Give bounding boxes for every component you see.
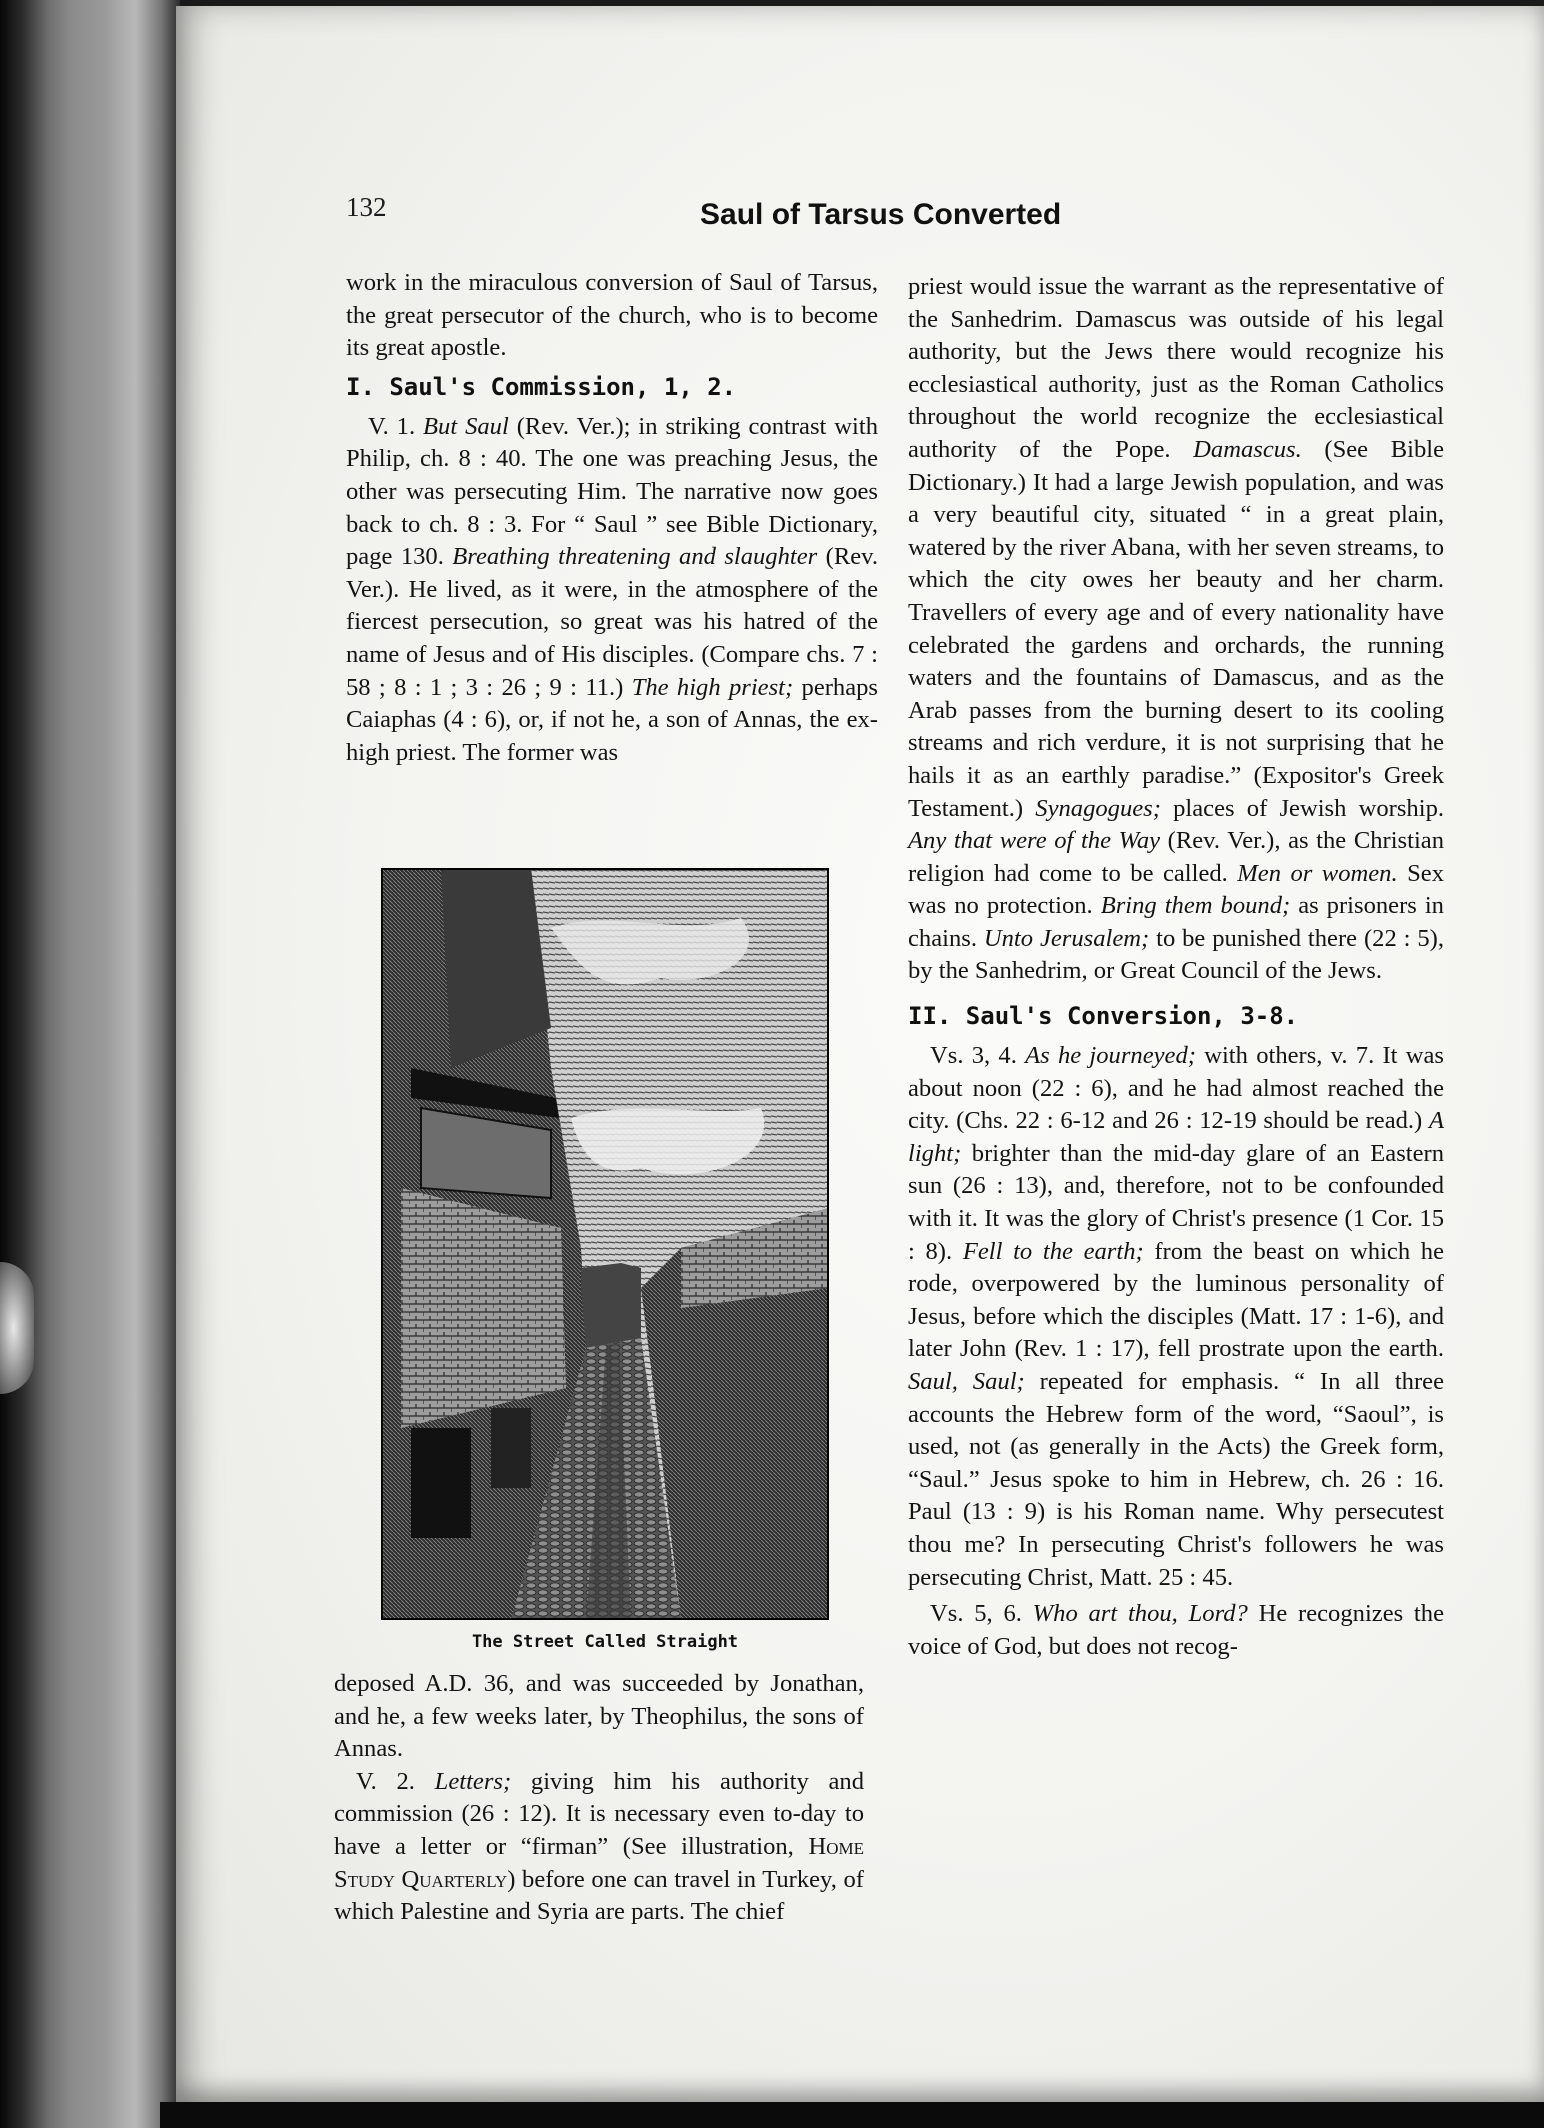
text-run: V. 1. bbox=[368, 412, 424, 440]
text-run: with others, v. 7. It was about noon (22 : 6), and he had almost reached the city. (Chs. 22 : 6-12 and 26 : 12-19 should be read.) bbox=[908, 1042, 1444, 1135]
left-para-4 bbox=[334, 1766, 864, 1929]
left-para-2 bbox=[346, 411, 878, 770]
text-run: Sex was no protection. bbox=[908, 859, 1445, 920]
italic-phrase: Any that were of the Way bbox=[908, 827, 1161, 855]
italic-phrase: Saul, Saul; bbox=[908, 1368, 1025, 1395]
left-column-top bbox=[346, 267, 878, 769]
figure-caption: The Street Called Straight bbox=[471, 1632, 739, 1652]
book-binding bbox=[0, 0, 180, 2128]
italic-phrase: Bring them bound; bbox=[1100, 892, 1291, 920]
italic-phrase: The high priest; bbox=[631, 673, 794, 701]
text-run: Vs. 3, 4. bbox=[930, 1042, 1026, 1070]
binding-ribbon bbox=[0, 1262, 34, 1394]
text-run: V. 2. bbox=[356, 1767, 435, 1795]
left-para-3: deposed A.D. 36, and was succeeded by Jonathan, and he, a few weeks later, by Theophilus, the sons of Annas. bbox=[334, 1670, 864, 1763]
italic-phrase: Unto Jerusalem; bbox=[983, 924, 1150, 952]
italic-phrase: Men or women. bbox=[1237, 859, 1398, 887]
small-caps-phrase: Home Study Quarterly bbox=[334, 1832, 864, 1893]
text-run: giving him his authority and commission (26 : 12). It is necessary even to-day to have a letter or “firman” (See illustration, bbox=[334, 1767, 865, 1860]
page-number: 132 bbox=[346, 192, 387, 222]
running-head: Saul of Tarsus Converted bbox=[700, 198, 1062, 231]
italic-phrase: Who art thou, Lord? bbox=[1032, 1600, 1248, 1628]
text-run: (See Bible Dictionary.) It had a large Jewish population, and was a very beautiful city, situated “ in a great plain, watered by the river Abana, with her seven streams, to which the city owes her beauty and her charm. Travellers of every age and of every nationality have celebrated the gardens and orchards, the running waters and the fountains of Damascus, and as the Arab passes from the burning desert to its cooling streams and rich verdure, it is not surprising that he hails it as an earthly paradise.” (Expositor's Greek Testament.) bbox=[908, 435, 1444, 822]
text-run: to be punished there (22 : 5), by the Sanhedrim, or Great Council of the Jews. bbox=[908, 924, 1444, 985]
text-run: priest would issue the warrant as the representative of the Sanhedrim. Damascus was outside of his legal authority, but the Jews there would recognize his ecclesiastical authority, just as the Roman Catholics throughout the world recognize the ecclesiastical authority of the Pope. bbox=[908, 273, 1444, 463]
italic-phrase: Breathing threatening and slaughter bbox=[452, 543, 818, 571]
text-run: Vs. 5, 6. bbox=[930, 1600, 1033, 1628]
text-run: repeated for emphasis. “ In all three accounts the Hebrew form of the word, “Saoul”, is used, not (as generally in the Acts) the Greek form, “Saul.” Jesus spoke to him in Hebrew, ch. 26 : 16. Paul (13 : 9) is his Roman name. Why persecutest thou me? In persecuting Christ's followers he was persecuting Christ, Matt. 25 : 45. bbox=[908, 1368, 1444, 1591]
text-run: brighter than the mid-day glare of an Eastern sun (26 : 13), and, therefore, not to be confounded with it. It was the glory of Christ's presence (1 Cor. 15 : 8). bbox=[908, 1139, 1444, 1265]
text-run: as prisoners in chains. bbox=[908, 892, 1444, 952]
text-run: (Rev. Ver.). He lived, as it were, in the atmosphere of the fiercest persecution, so great was his hatred of the name of Jesus and of His disciples. (Compare chs. 7 : 58 ; 8 : 1 ; 3 : 26 ; 9 : 11.) bbox=[346, 543, 878, 701]
italic-phrase: Synagogues; bbox=[1035, 794, 1161, 822]
text-run: from the beast on which he rode, overpowered by the luminous personality of Jesus, before which the disciples (Matt. 17 : 1-6), and later John (Rev. 1 : 17), fell prostrate upon the earth. bbox=[908, 1237, 1444, 1363]
right-column bbox=[908, 271, 1444, 1663]
text-run: places of Jewish worship. bbox=[1160, 794, 1445, 822]
text-run: (Rev. Ver.), as the Christian religion had come to be called. bbox=[908, 827, 1444, 887]
right-para-1 bbox=[908, 271, 1444, 988]
italic-phrase: As he journeyed; bbox=[1025, 1042, 1196, 1070]
section-heading-2: II. Saul's Conversion, 3-8. bbox=[908, 1002, 1299, 1031]
section-heading-1: I. Saul's Commission, 1, 2. bbox=[346, 372, 737, 401]
left-column-bottom bbox=[334, 1668, 864, 1929]
street-illustration bbox=[381, 868, 829, 1620]
italic-phrase: Fell to the earth; bbox=[962, 1237, 1144, 1265]
text-run: (Rev. Ver.); in striking contrast with Philip, ch. 8 : 40. The one was preaching Jesus, the other was persecuting Him. The narrative now goes back to ch. 8 : 3. For “ Saul ” see Bible Dictionary, page 130. bbox=[346, 412, 878, 571]
street-engraving bbox=[381, 868, 829, 1620]
text-run: ) before one can travel in Turkey, of which Palestine and Syria are parts. The chief bbox=[334, 1865, 864, 1926]
left-para-1: work in the miraculous conversion of Saul of Tarsus, the great persecutor of the church, who is to become its great apostle. bbox=[346, 269, 878, 362]
italic-phrase: But Saul bbox=[423, 412, 509, 440]
right-para-3 bbox=[908, 1598, 1444, 1663]
italic-phrase: Letters; bbox=[434, 1767, 512, 1795]
text-run: He recognizes the voice of God, but does not recog- bbox=[908, 1600, 1444, 1660]
right-para-2 bbox=[908, 1040, 1444, 1594]
italic-phrase: Damascus. bbox=[1193, 435, 1302, 463]
scan-border bbox=[160, 2102, 1544, 2128]
text-run: perhaps Caiaphas (4 : 6), or, if not he, a son of Annas, the ex-high priest. The former was bbox=[346, 673, 879, 766]
italic-phrase: A light; bbox=[908, 1107, 1444, 1167]
